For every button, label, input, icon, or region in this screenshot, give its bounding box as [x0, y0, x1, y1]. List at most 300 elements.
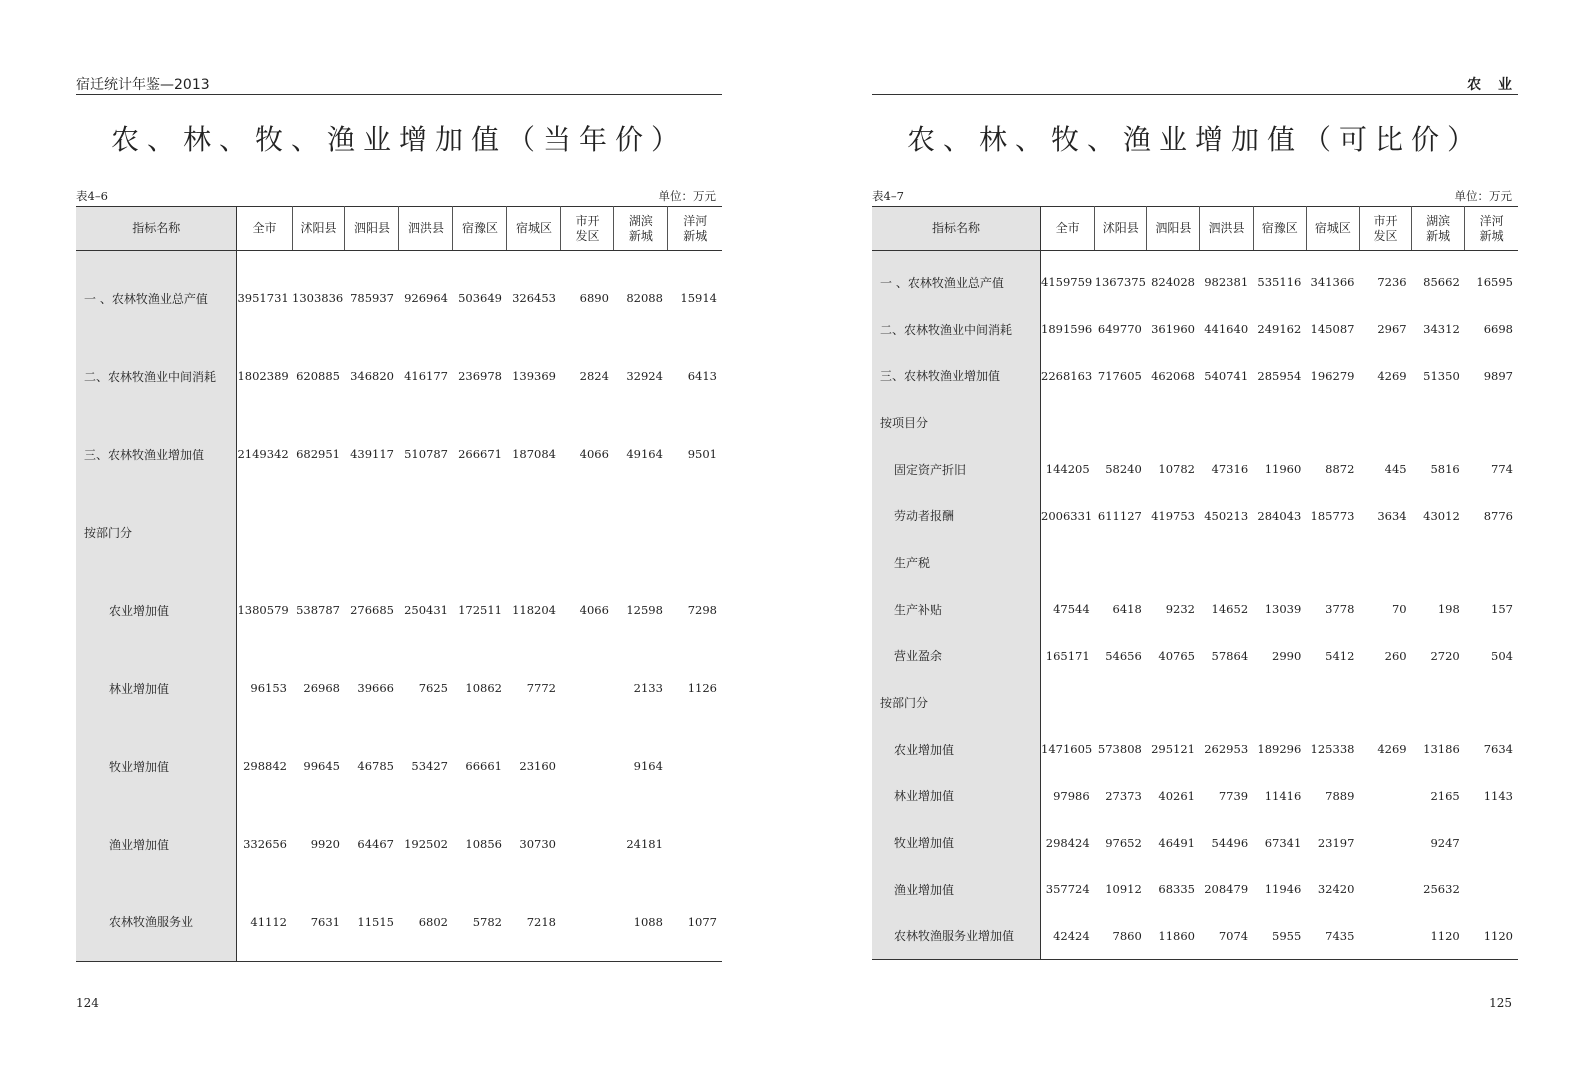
row-label: 牧业增加值: [872, 819, 1041, 866]
table-cell: [1041, 679, 1095, 726]
row-label: 生产补贴: [872, 586, 1041, 633]
table-body: [76, 251, 722, 962]
data-table: [872, 206, 1518, 960]
table-cell: [1412, 399, 1465, 446]
table-row: [872, 679, 1518, 726]
spacer-row: [76, 251, 722, 260]
table-cell: 284043: [1257, 508, 1302, 523]
table-cell: [1095, 539, 1147, 586]
table-cell: 7074: [1200, 913, 1253, 960]
row-label: 农业增加值: [872, 726, 1041, 773]
table-cell: 145087: [1310, 322, 1355, 337]
table-cell: [1253, 679, 1306, 726]
table-cell: 97652: [1105, 835, 1142, 850]
table-cell: 2133: [633, 681, 663, 695]
spacer-row: [872, 251, 1518, 260]
table-cell: 23160: [519, 759, 556, 773]
table-row: [872, 446, 1518, 493]
table-cell: 1088: [614, 883, 668, 961]
table-cell: [668, 727, 722, 805]
row-label: 按部门分: [76, 493, 237, 571]
table-row: [76, 805, 722, 883]
table-cell: 1891596: [1041, 322, 1093, 337]
table-cell: 346820: [350, 369, 394, 383]
row-label: 三、农林牧渔业增加值: [872, 352, 1041, 399]
table-cell: 192502: [404, 837, 448, 851]
table-cell: 441640: [1204, 322, 1249, 337]
row-label: 渔业增加值: [76, 805, 237, 883]
table-cell: 51350: [1423, 368, 1460, 383]
table-cell: 2165: [1430, 788, 1460, 803]
table-cell: 3778: [1325, 602, 1355, 617]
table-cell: 172511: [458, 603, 502, 617]
table-cell: 249162: [1257, 322, 1302, 337]
table-cell: 7298: [687, 603, 717, 617]
table-cell: 503649: [458, 291, 502, 305]
table-cell: 250431: [404, 603, 448, 617]
table-cell: 53427: [411, 759, 448, 773]
table-cell: [292, 493, 345, 571]
table-cell: [1095, 399, 1147, 446]
table-cell: [668, 493, 722, 571]
header-row: [76, 207, 722, 251]
table-cell: [1041, 399, 1095, 446]
table-cell: 1143: [1483, 788, 1513, 803]
table-cell: 6413: [687, 369, 717, 383]
table-cell: 68335: [1158, 882, 1195, 897]
table-row: [872, 633, 1518, 680]
table-cell: 682951: [296, 447, 340, 461]
table-cell: 2268163: [1041, 368, 1093, 383]
table-cell: 2990: [1272, 648, 1302, 663]
row-label: 二、农林牧渔业中间消耗: [76, 337, 237, 415]
header-row: [872, 207, 1518, 251]
table-cell: [1200, 679, 1253, 726]
table-cell: 46491: [1158, 835, 1195, 850]
table-cell: 9501: [687, 447, 717, 461]
unit-label: 单位：万元: [1454, 189, 1512, 203]
table-cell: [1359, 773, 1411, 820]
table-row: [76, 649, 722, 727]
table-cell: 774: [1491, 462, 1513, 477]
table-cell: 15914: [680, 291, 717, 305]
table-cell: 2824: [579, 369, 609, 383]
table-cell: 419753: [1151, 508, 1195, 523]
col-header: 指标名称: [872, 207, 1041, 251]
row-label: 林业增加值: [872, 773, 1041, 820]
table-cell: [1359, 679, 1411, 726]
table-cell: 3634: [1377, 508, 1407, 523]
running-head: 宿迁统计年鉴—2013: [76, 74, 722, 95]
table-cell: 276685: [350, 603, 394, 617]
table-cell: [1359, 399, 1411, 446]
row-label: 一 、农林牧渔业总产值: [76, 259, 237, 337]
table-cell: 23197: [1317, 835, 1355, 850]
table-cell: 5412: [1325, 648, 1355, 663]
row-label: 一 、农林牧渔业总产值: [872, 259, 1041, 306]
table-cell: 5816: [1430, 462, 1460, 477]
table-cell: 10856: [465, 837, 502, 851]
table-cell: 620885: [296, 369, 340, 383]
col-header: 沭阳县: [1095, 207, 1147, 251]
table-cell: [561, 805, 614, 883]
table-cell: 1471605: [1041, 742, 1093, 757]
table-cell: 41112: [237, 883, 292, 961]
table-cell: 6418: [1112, 602, 1142, 617]
col-header: [668, 207, 722, 251]
row-label: 农林牧渔服务业增加值: [872, 913, 1041, 960]
table-cell: 40765: [1158, 648, 1195, 663]
table-cell: 573808: [1097, 742, 1142, 757]
table-cell: 139369: [512, 369, 556, 383]
table-row: [872, 306, 1518, 353]
table-row: [76, 493, 722, 571]
table-cell: 40261: [1158, 788, 1195, 803]
page-title: 农、林、牧、渔业增加值（当年价）: [110, 123, 687, 156]
col-header-text: 洋河新城: [683, 213, 708, 243]
table-cell: 236978: [458, 369, 502, 383]
table-cell: 12598: [626, 603, 663, 617]
col-header: 宿城区: [1306, 207, 1359, 251]
left-page: [76, 0, 722, 1077]
table-cell: [399, 493, 453, 571]
table-cell: 2720: [1430, 648, 1460, 663]
table-cell: 10912: [1105, 882, 1142, 897]
table-cell: 7625: [418, 681, 448, 695]
table-cell: [345, 493, 399, 571]
table-cell: 13186: [1423, 742, 1460, 757]
row-label: 渔业增加值: [872, 866, 1041, 913]
table-cell: 4269: [1377, 368, 1407, 383]
table-cell: 295121: [1151, 742, 1195, 757]
table-cell: 10782: [1158, 462, 1195, 477]
table-row: [76, 337, 722, 415]
table-cell: 538787: [296, 603, 340, 617]
table-cell: 332656: [243, 837, 287, 851]
table-cell: [237, 493, 292, 571]
table-cell: 82088: [626, 291, 663, 305]
table-cell: 341366: [1310, 275, 1355, 290]
row-label: 二、农林牧渔业中间消耗: [872, 306, 1041, 353]
row-label: 三、农林牧渔业增加值: [76, 415, 237, 493]
table-cell: 2967: [1377, 322, 1407, 337]
table-number: 表4–6: [76, 189, 108, 203]
table-cell: 24181: [626, 837, 663, 851]
table-cell: 4159759: [1041, 275, 1093, 290]
table-cell: 11515: [345, 883, 399, 961]
table-cell: [1253, 539, 1306, 586]
table-cell: 7889: [1325, 788, 1355, 803]
col-header: 泗阳县: [345, 207, 399, 251]
table-cell: [1306, 399, 1359, 446]
table-cell: [668, 805, 722, 883]
row-label: 固定资产折旧: [872, 446, 1041, 493]
table-cell: 32924: [626, 369, 663, 383]
table-cell: 25632: [1423, 882, 1460, 897]
table-row: [872, 492, 1518, 539]
table-cell: 649770: [1097, 322, 1142, 337]
table-cell: 1802389: [237, 369, 289, 383]
table-cell: 7634: [1483, 742, 1513, 757]
table-cell: [507, 493, 561, 571]
row-label: 林业增加值: [76, 649, 237, 727]
table-cell: 540741: [1204, 368, 1249, 383]
table-cell: 926964: [404, 291, 448, 305]
table-cell: 189296: [1257, 742, 1302, 757]
table-cell: 10862: [465, 681, 502, 695]
table-row: [872, 539, 1518, 586]
col-header: 泗洪县: [399, 207, 453, 251]
table-cell: 30730: [519, 837, 556, 851]
table-cell: 208479: [1204, 882, 1249, 897]
table-row: [76, 883, 722, 961]
table-cell: 982381: [1204, 275, 1249, 290]
table-cell: 445: [1384, 462, 1407, 477]
table-cell: 1367375: [1094, 275, 1146, 290]
table-cell: 9897: [1483, 368, 1513, 383]
table-cell: 3951731: [237, 291, 289, 305]
table-row: [872, 913, 1518, 960]
row-label: 农林牧渔服务业: [76, 883, 237, 961]
col-header: 泗洪县: [1200, 207, 1253, 251]
table-cell: 54496: [1211, 835, 1249, 850]
table-cell: [561, 883, 614, 961]
table-cell: [1359, 819, 1411, 866]
table-cell: 4066: [579, 447, 609, 461]
table-cell: 26968: [303, 681, 340, 695]
table-cell: 42424: [1041, 913, 1095, 960]
table-cell: 357724: [1045, 882, 1090, 897]
table-cell: 14652: [1211, 602, 1249, 617]
col-header: 泗阳县: [1147, 207, 1200, 251]
table-cell: 67341: [1264, 835, 1302, 850]
table-cell: 1120: [1412, 913, 1465, 960]
table-cell: 32420: [1317, 882, 1355, 897]
table-cell: 717605: [1097, 368, 1142, 383]
data-table: [76, 206, 722, 962]
table-cell: 11946: [1264, 882, 1302, 897]
table-cell: 8776: [1483, 508, 1513, 523]
table-cell: 13039: [1264, 602, 1302, 617]
col-header: [1465, 207, 1518, 251]
table-cell: 7435: [1306, 913, 1359, 960]
row-label: 营业盈余: [872, 633, 1041, 680]
table-cell: 97986: [1053, 788, 1090, 803]
table-cell: [1041, 539, 1095, 586]
table-cell: [1465, 819, 1518, 866]
page-title: 农、林、牧、渔业增加值（可比价）: [906, 123, 1483, 156]
table-cell: 27373: [1105, 788, 1142, 803]
table-cell: [1359, 866, 1411, 913]
table-cell: [1465, 866, 1518, 913]
table-cell: 4066: [579, 603, 609, 617]
table-cell: 96153: [250, 681, 287, 695]
table-cell: [1253, 399, 1306, 446]
table-cell: [1359, 539, 1411, 586]
col-header: [1412, 207, 1465, 251]
table-cell: [1306, 679, 1359, 726]
table-cell: 1120: [1465, 913, 1518, 960]
table-cell: 6698: [1483, 322, 1513, 337]
table-cell: 9247: [1430, 835, 1460, 850]
table-cell: [1147, 679, 1200, 726]
col-header-text: 湖滨新城: [628, 213, 653, 243]
table-row: [872, 586, 1518, 633]
table-cell: 54656: [1105, 648, 1142, 663]
table-cell: 824028: [1151, 275, 1195, 290]
table-cell: 43012: [1423, 508, 1460, 523]
table-row: [76, 571, 722, 649]
table-cell: 39666: [357, 681, 394, 695]
col-header: 宿城区: [507, 207, 561, 251]
table-cell: 70: [1391, 602, 1407, 617]
table-cell: 118204: [512, 603, 556, 617]
table-cell: 47544: [1053, 602, 1090, 617]
table-row: [872, 399, 1518, 446]
page-number: 125: [1489, 996, 1512, 1010]
table-cell: 7860: [1095, 913, 1147, 960]
table-cell: 5955: [1253, 913, 1306, 960]
table-row: [872, 259, 1518, 306]
table-cell: 361960: [1151, 322, 1195, 337]
table-cell: 7218: [507, 883, 561, 961]
table-cell: 49164: [626, 447, 663, 461]
row-label: 农业增加值: [76, 571, 237, 649]
col-header: 全市: [1041, 207, 1095, 251]
table-cell: 46785: [357, 759, 394, 773]
col-header-text: 市开发区: [1373, 213, 1398, 243]
table-cell: [561, 493, 614, 571]
table-cell: 85662: [1423, 275, 1460, 290]
right-page: [872, 0, 1518, 1077]
table-cell: [1359, 913, 1411, 960]
table-cell: 47316: [1211, 462, 1249, 477]
table-cell: 196279: [1310, 368, 1355, 383]
table-row: [872, 726, 1518, 773]
table-cell: 5782: [453, 883, 507, 961]
table-cell: 262953: [1204, 742, 1249, 757]
table-cell: 165171: [1045, 648, 1090, 663]
table-cell: 7772: [526, 681, 556, 695]
row-label: 按项目分: [872, 399, 1041, 446]
table-cell: 11860: [1147, 913, 1200, 960]
table-cell: 462068: [1151, 368, 1195, 383]
table-cell: 266671: [458, 447, 502, 461]
table-cell: 58240: [1105, 462, 1142, 477]
table-cell: 611127: [1097, 508, 1142, 523]
table-cell: [1200, 539, 1253, 586]
row-label: 牧业增加值: [76, 727, 237, 805]
table-cell: 2006331: [1041, 508, 1093, 523]
table-cell: 260: [1384, 648, 1407, 663]
col-header-text: 洋河新城: [1479, 213, 1504, 243]
row-label: 按部门分: [872, 679, 1041, 726]
table-cell: 439117: [350, 447, 394, 461]
table-cell: 185773: [1310, 508, 1355, 523]
col-header: 宿豫区: [1253, 207, 1306, 251]
col-header: 宿豫区: [453, 207, 507, 251]
table-cell: 1077: [668, 883, 722, 961]
table-cell: 9232: [1165, 602, 1195, 617]
table-cell: 298842: [243, 759, 287, 773]
table-cell: [1465, 539, 1518, 586]
table-cell: 8872: [1325, 462, 1355, 477]
table-cell: 326453: [512, 291, 556, 305]
row-label: 劳动者报酬: [872, 492, 1041, 539]
table-cell: [1147, 539, 1200, 586]
table-cell: 1380579: [237, 603, 289, 617]
table-cell: 2149342: [237, 447, 289, 461]
table-cell: [1465, 399, 1518, 446]
table-cell: 6802: [399, 883, 453, 961]
table-cell: 785937: [350, 291, 394, 305]
table-cell: 66661: [465, 759, 502, 773]
table-cell: 57864: [1211, 648, 1249, 663]
col-header: 沭阳县: [292, 207, 345, 251]
table-cell: [1412, 539, 1465, 586]
table-cell: 16595: [1476, 275, 1513, 290]
table-cell: [1412, 679, 1465, 726]
table-cell: [561, 727, 614, 805]
table-row: [76, 415, 722, 493]
col-header-text: 湖滨新城: [1426, 213, 1451, 243]
table-cell: [1147, 399, 1200, 446]
table-cell: 157: [1491, 602, 1513, 617]
table-cell: 7739: [1218, 788, 1249, 803]
table-cell: 187084: [512, 447, 556, 461]
table-cell: 9164: [633, 759, 663, 773]
col-header: [561, 207, 614, 251]
row-label: 生产税: [872, 539, 1041, 586]
table-cell: 1303836: [292, 291, 344, 305]
table-cell: 7631: [292, 883, 345, 961]
col-header: 指标名称: [76, 207, 237, 251]
table-cell: [1200, 399, 1253, 446]
table-cell: 416177: [404, 369, 448, 383]
page-number: 124: [76, 996, 99, 1010]
unit-label: 单位：万元: [658, 189, 716, 203]
table-row: [872, 352, 1518, 399]
col-header: [1359, 207, 1411, 251]
table-row: [76, 259, 722, 337]
table-cell: 7236: [1377, 275, 1407, 290]
table-cell: 34312: [1423, 322, 1460, 337]
col-header: [614, 207, 668, 251]
table-cell: 510787: [404, 447, 448, 461]
running-head: 农 业: [872, 74, 1518, 95]
table-cell: 144205: [1045, 462, 1090, 477]
table-cell: [453, 493, 507, 571]
table-cell: 125338: [1310, 742, 1355, 757]
table-cell: 99645: [303, 759, 340, 773]
table-body: [872, 251, 1518, 960]
table-cell: [1465, 679, 1518, 726]
table-cell: 535116: [1257, 275, 1302, 290]
table-cell: 450213: [1204, 508, 1249, 523]
table-row: [872, 866, 1518, 913]
col-header-text: 市开发区: [575, 213, 600, 243]
table-cell: 11416: [1264, 788, 1302, 803]
table-cell: [561, 649, 614, 727]
table-row: [76, 727, 722, 805]
table-cell: 198: [1437, 602, 1460, 617]
table-cell: 285954: [1257, 368, 1302, 383]
table-cell: [614, 493, 668, 571]
table-cell: 1126: [687, 681, 717, 695]
table-cell: [1095, 679, 1147, 726]
table-cell: 64467: [357, 837, 394, 851]
col-header: 全市: [237, 207, 292, 251]
